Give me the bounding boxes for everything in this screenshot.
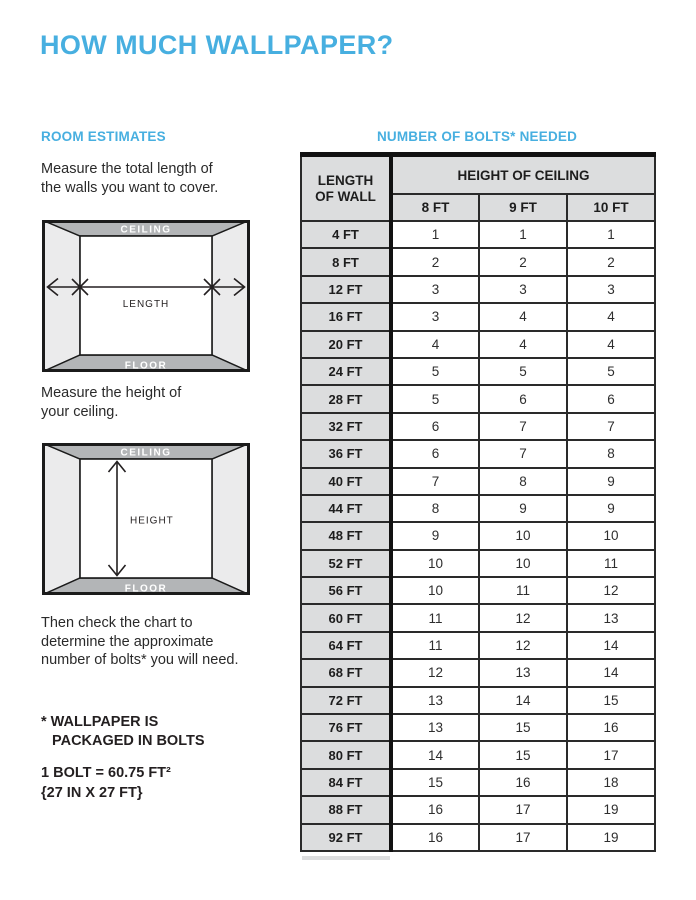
bolt-size-line: {27 IN X 27 FT} (41, 784, 143, 801)
instruction-measure-length (41, 160, 218, 197)
table-row (301, 303, 655, 330)
bolt-count-cell: 10 (567, 522, 655, 549)
col-header-10ft: 10 FT (567, 194, 655, 221)
bolt-count-cell: 19 (567, 824, 655, 851)
room-right-wall (212, 443, 250, 595)
bolt-count-cell: 13 (391, 714, 479, 741)
wall-length-cell: 8 FT (301, 248, 391, 275)
wall-length-cell: 32 FT (301, 413, 391, 440)
bolt-count-cell: 4 (391, 331, 479, 358)
wall-length-cell: 72 FT (301, 687, 391, 714)
bolt-count-cell: 7 (479, 413, 567, 440)
bolt-count-cell: 16 (391, 824, 479, 851)
bolt-count-cell: 8 (479, 468, 567, 495)
bolt-count-cell: 7 (391, 468, 479, 495)
height-of-ceiling-header: HEIGHT OF CEILING (391, 155, 655, 195)
bolt-count-cell: 12 (391, 659, 479, 686)
table-row (301, 714, 655, 741)
footnote-line: PACKAGED IN BOLTS (52, 733, 205, 749)
wall-length-cell: 40 FT (301, 468, 391, 495)
bolt-count-cell: 6 (391, 413, 479, 440)
table-row (301, 769, 655, 796)
wallpaper-bolts-footnote (41, 713, 205, 751)
bolt-count-cell: 14 (567, 659, 655, 686)
bolt-count-cell: 17 (479, 824, 567, 851)
bolt-count-cell: 10 (479, 522, 567, 549)
ceiling-label: CEILING (120, 224, 172, 236)
bolts-table-body (301, 221, 655, 851)
bolt-count-cell: 12 (479, 632, 567, 659)
bolts-needed-heading: NUMBER OF BOLTS* NEEDED (376, 129, 578, 144)
wall-length-cell: 80 FT (301, 741, 391, 768)
floor-label: FLOOR (124, 583, 168, 595)
wall-length-cell: 28 FT (301, 385, 391, 412)
wall-length-cell: 48 FT (301, 522, 391, 549)
bolt-count-cell: 10 (479, 550, 567, 577)
room-left-wall (42, 443, 80, 595)
table-row (301, 604, 655, 631)
wall-length-cell: 92 FT (301, 824, 391, 851)
wall-length-cell: 60 FT (301, 604, 391, 631)
bolt-count-cell: 4 (567, 303, 655, 330)
bolt-count-cell: 13 (479, 659, 567, 686)
table-row (301, 522, 655, 549)
col-header-9ft: 9 FT (479, 194, 567, 221)
wall-length-cell: 4 FT (301, 221, 391, 248)
table-row (301, 221, 655, 248)
room-back-wall (80, 236, 212, 355)
instruction-line: determine the approximate (41, 633, 214, 650)
table-row (301, 495, 655, 522)
bolt-count-cell: 11 (567, 550, 655, 577)
bolt-count-cell: 12 (479, 604, 567, 631)
wall-length-cell: 24 FT (301, 358, 391, 385)
bolt-count-cell: 9 (479, 495, 567, 522)
bolt-count-cell: 2 (479, 248, 567, 275)
instruction-line: your ceiling. (41, 403, 119, 420)
bolt-count-cell: 1 (567, 221, 655, 248)
table-row (301, 796, 655, 823)
table-row (301, 413, 655, 440)
instruction-line: the walls you want to cover. (41, 179, 219, 196)
bolt-count-cell: 17 (567, 741, 655, 768)
bolt-count-cell: 4 (479, 303, 567, 330)
bolt-count-cell: 17 (479, 796, 567, 823)
bolt-count-cell: 6 (391, 440, 479, 467)
bolt-count-cell: 11 (391, 604, 479, 631)
bolt-count-cell: 14 (567, 632, 655, 659)
bolt-count-cell: 15 (479, 741, 567, 768)
bolt-count-cell: 15 (567, 687, 655, 714)
table-row (301, 358, 655, 385)
wall-length-cell: 84 FT (301, 769, 391, 796)
instruction-measure-height (41, 384, 181, 421)
bolt-count-cell: 16 (567, 714, 655, 741)
bolt-count-cell: 7 (567, 413, 655, 440)
table-row (301, 824, 655, 851)
wall-length-cell: 36 FT (301, 440, 391, 467)
bolt-count-cell: 3 (567, 276, 655, 303)
room-left-wall (42, 220, 80, 372)
floor-label: FLOOR (124, 360, 168, 372)
instruction-line: Measure the height of (41, 385, 182, 401)
table-row (301, 248, 655, 275)
table-row (301, 550, 655, 577)
wall-length-cell: 76 FT (301, 714, 391, 741)
bolt-count-cell: 15 (479, 714, 567, 741)
bolt-count-cell: 6 (479, 385, 567, 412)
wall-length-cell: 88 FT (301, 796, 391, 823)
bolt-count-cell: 2 (567, 248, 655, 275)
wall-length-cell: 16 FT (301, 303, 391, 330)
bolt-count-cell: 15 (391, 769, 479, 796)
bolt-count-cell: 14 (479, 687, 567, 714)
wall-length-cell: 12 FT (301, 276, 391, 303)
bolt-count-cell: 3 (391, 303, 479, 330)
height-label: HEIGHT (130, 515, 174, 527)
table-row (301, 659, 655, 686)
bolt-count-cell: 2 (391, 248, 479, 275)
bolt-count-cell: 1 (479, 221, 567, 248)
table-row (301, 331, 655, 358)
footnote-line: * WALLPAPER IS (41, 714, 159, 730)
wall-length-cell: 68 FT (301, 659, 391, 686)
instruction-line: Measure the total length of (41, 161, 213, 177)
wall-length-cell: 20 FT (301, 331, 391, 358)
bolt-count-cell: 7 (479, 440, 567, 467)
bolt-count-cell: 10 (391, 577, 479, 604)
table-column-shadow (302, 856, 390, 860)
bolt-count-cell: 8 (391, 495, 479, 522)
table-row (301, 468, 655, 495)
wall-length-cell: 52 FT (301, 550, 391, 577)
bolt-count-cell: 9 (567, 495, 655, 522)
bolts-needed-table (300, 152, 656, 852)
bolt-count-cell: 18 (567, 769, 655, 796)
room-right-wall (212, 220, 250, 372)
room-height-diagram (42, 443, 250, 595)
bolt-count-cell: 5 (567, 358, 655, 385)
table-row (301, 577, 655, 604)
table-row (301, 632, 655, 659)
bolt-count-cell: 5 (391, 358, 479, 385)
bolt-count-cell: 8 (567, 440, 655, 467)
table-row (301, 741, 655, 768)
col-header-8ft: 8 FT (391, 194, 479, 221)
table-row (301, 385, 655, 412)
bolt-count-cell: 16 (479, 769, 567, 796)
bolt-count-cell: 9 (391, 522, 479, 549)
bolt-count-cell: 11 (391, 632, 479, 659)
bolt-count-cell: 13 (391, 687, 479, 714)
room-estimates-heading: ROOM ESTIMATES (41, 129, 166, 144)
page-title: HOW MUCH WALLPAPER? (40, 30, 394, 60)
length-label: LENGTH (122, 299, 170, 310)
bolt-count-cell: 3 (479, 276, 567, 303)
room-length-diagram (42, 220, 250, 372)
bolt-count-cell: 5 (479, 358, 567, 385)
bolt-count-cell: 4 (567, 331, 655, 358)
bolt-count-cell: 12 (567, 577, 655, 604)
table-row (301, 687, 655, 714)
bolt-count-cell: 10 (391, 550, 479, 577)
wall-length-cell: 64 FT (301, 632, 391, 659)
bolt-count-cell: 14 (391, 741, 479, 768)
bolt-count-cell: 16 (391, 796, 479, 823)
length-of-wall-header: LENGTH OF WALL (301, 155, 391, 222)
bolt-size-info (41, 764, 171, 803)
bolt-count-cell: 6 (567, 385, 655, 412)
bolt-count-cell: 3 (391, 276, 479, 303)
bolt-size-line: 1 BOLT = 60.75 FT² (41, 765, 171, 781)
instruction-line: Then check the chart to (41, 615, 193, 631)
bolt-count-cell: 4 (479, 331, 567, 358)
wall-length-cell: 44 FT (301, 495, 391, 522)
wall-length-cell: 56 FT (301, 577, 391, 604)
ceiling-label: CEILING (120, 447, 172, 459)
bolt-count-cell: 11 (479, 577, 567, 604)
bolt-count-cell: 19 (567, 796, 655, 823)
bolt-count-cell: 13 (567, 604, 655, 631)
bolt-count-cell: 1 (391, 221, 479, 248)
bolt-count-cell: 9 (567, 468, 655, 495)
table-row (301, 440, 655, 467)
instruction-check-chart (41, 614, 238, 670)
instruction-line: number of bolts* you will need. (41, 652, 239, 668)
bolt-count-cell: 5 (391, 385, 479, 412)
table-row (301, 276, 655, 303)
